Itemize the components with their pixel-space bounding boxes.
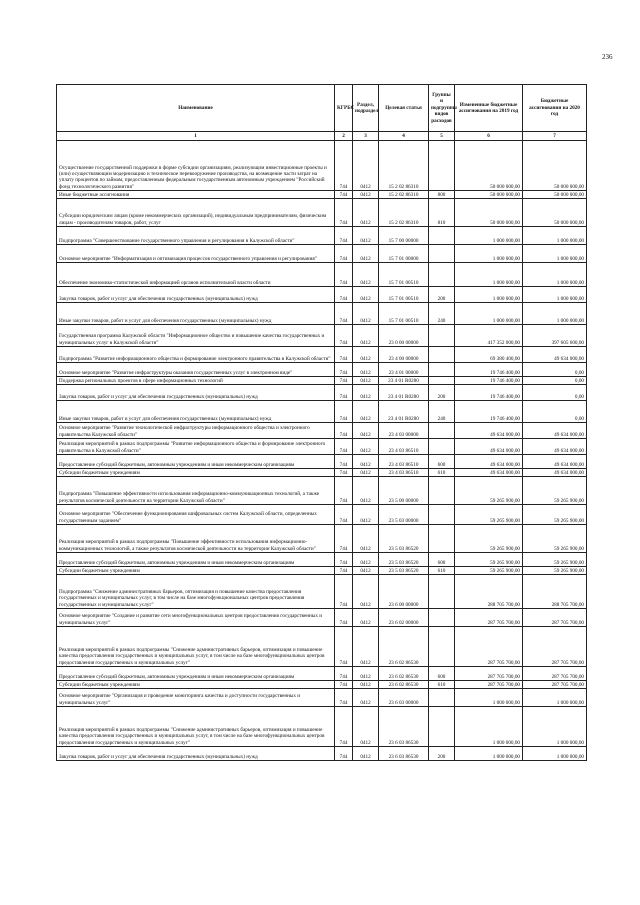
table-row xyxy=(57,363,587,377)
row-section: 0412 xyxy=(353,747,379,761)
row-changed-value: 1 000 000,00 xyxy=(455,227,523,245)
row-name: Иные закупки товаров, работ и услуг для обеспечения государственных (муниципальных) нужд xyxy=(57,401,335,423)
row-budget-value: 59 265 900,00 xyxy=(523,525,587,553)
row-name: Субсидии бюджетным учреждениям xyxy=(57,681,335,689)
row-group: 610 xyxy=(429,681,455,689)
row-kbs: 744 xyxy=(335,747,353,761)
row-budget-value: 49 634 000,00 xyxy=(523,347,587,363)
row-section: 0412 xyxy=(353,707,379,747)
row-article: 15 7 00 00000 xyxy=(379,227,429,245)
row-changed-value: 50 000 000,00 xyxy=(455,191,523,199)
row-article: 23 5 03 86520 xyxy=(379,553,429,567)
row-group xyxy=(429,423,455,439)
table-row xyxy=(57,455,587,469)
row-article: 23 6 00 00000 xyxy=(379,575,429,609)
row-group xyxy=(429,525,455,553)
row-kbs: 744 xyxy=(335,439,353,455)
budget-table xyxy=(56,84,587,761)
table-row xyxy=(57,199,587,227)
row-article: 23 4 03 00000 xyxy=(379,423,429,439)
row-changed-value: 59 265 900,00 xyxy=(455,505,523,525)
row-changed-value: 59 265 900,00 xyxy=(455,525,523,553)
row-name: Основное мероприятие "Информатизация и оптимизация процессов государственного управления и регулирования" xyxy=(57,245,335,263)
row-changed-value: 287 705 700,00 xyxy=(455,681,523,689)
row-changed-value: 50 000 000,00 xyxy=(455,199,523,227)
row-group xyxy=(429,227,455,245)
row-group: 200 xyxy=(429,385,455,401)
row-section: 0412 xyxy=(353,325,379,347)
row-budget-value: 1 000 000,00 xyxy=(523,707,587,747)
row-kbs: 744 xyxy=(335,575,353,609)
header-budget: Бюджетные ассигнования на 2020 год xyxy=(523,85,587,132)
row-budget-value: 288 705 700,00 xyxy=(523,575,587,609)
row-changed-value: 59 265 900,00 xyxy=(455,567,523,575)
row-changed-value: 69 380 400,00 xyxy=(455,347,523,363)
table-row xyxy=(57,707,587,747)
row-budget-value: 49 634 000,00 xyxy=(523,423,587,439)
row-budget-value: 0,00 xyxy=(523,377,587,385)
row-group xyxy=(429,505,455,525)
row-article: 15 7 01 00510 xyxy=(379,287,429,303)
row-kbs: 744 xyxy=(335,401,353,423)
row-budget-value: 287 705 700,00 xyxy=(523,609,587,627)
row-changed-value: 417 352 000,00 xyxy=(455,325,523,347)
row-budget-value: 1 000 000,00 xyxy=(523,303,587,325)
row-kbs: 744 xyxy=(335,363,353,377)
row-changed-value: 50 000 000,00 xyxy=(455,141,523,191)
row-kbs: 744 xyxy=(335,469,353,477)
row-changed-value: 1 000 000,00 xyxy=(455,287,523,303)
row-group: 600 xyxy=(429,553,455,567)
table-row xyxy=(57,627,587,667)
row-kbs: 744 xyxy=(335,303,353,325)
row-budget-value: 287 705 700,00 xyxy=(523,667,587,681)
row-name: Основное мероприятие "Создание и развитие сети многофункциональных центров предоставления государственных и муниципальных услуг" xyxy=(57,609,335,627)
row-name: Подпрограмма "Совершенствование государственного управления и регулирования в Калужской области" xyxy=(57,227,335,245)
table-row xyxy=(57,689,587,707)
row-article: 23 6 02 86530 xyxy=(379,681,429,689)
header-kbs: КГРБС xyxy=(335,85,353,132)
row-group xyxy=(429,377,455,385)
table-row xyxy=(57,263,587,287)
row-article: 23 6 02 00000 xyxy=(379,609,429,627)
row-changed-value: 287 705 700,00 xyxy=(455,627,523,667)
row-name: Реализация мероприятий в рамках подпрограммы "Развитие информационного общества и формирование электронного правительства в Калужской области" xyxy=(57,439,335,455)
row-section: 0412 xyxy=(353,681,379,689)
row-group: 800 xyxy=(429,191,455,199)
row-group xyxy=(429,245,455,263)
row-kbs: 744 xyxy=(335,609,353,627)
table-row xyxy=(57,141,587,191)
row-section: 0412 xyxy=(353,477,379,505)
table-row xyxy=(57,439,587,455)
row-name: Государственная программа Калужской области "Информационное общество и повышение качества государственных и муниципальных услуг в Калужской области" xyxy=(57,325,335,347)
row-section: 0412 xyxy=(353,553,379,567)
row-section: 0412 xyxy=(353,423,379,439)
row-kbs: 744 xyxy=(335,377,353,385)
table-row xyxy=(57,575,587,609)
col-number: 1 xyxy=(57,132,335,141)
row-changed-value: 287 705 700,00 xyxy=(455,609,523,627)
row-article: 23 6 03 86530 xyxy=(379,707,429,747)
header-row xyxy=(57,85,587,132)
row-group xyxy=(429,689,455,707)
table-row xyxy=(57,377,587,385)
row-section: 0412 xyxy=(353,505,379,525)
table-row xyxy=(57,667,587,681)
row-group: 200 xyxy=(429,287,455,303)
row-name: Подпрограмма "Развитие информационного общества и формирование электронного правительства в Калужской области" xyxy=(57,347,335,363)
row-name: Предоставление субсидий бюджетным, автономным учреждениям и иным некоммерческим организациям xyxy=(57,553,335,567)
row-group xyxy=(429,439,455,455)
row-article: 15 7 01 00510 xyxy=(379,263,429,287)
row-article: 15 7 01 00000 xyxy=(379,245,429,263)
row-changed-value: 19 746 400,00 xyxy=(455,401,523,423)
row-kbs: 744 xyxy=(335,567,353,575)
row-section: 0412 xyxy=(353,191,379,199)
column-number-row xyxy=(57,132,587,141)
row-section: 0412 xyxy=(353,525,379,553)
row-budget-value: 0,00 xyxy=(523,363,587,377)
row-changed-value: 49 634 000,00 xyxy=(455,423,523,439)
row-article: 23 4 03 86510 xyxy=(379,455,429,469)
row-budget-value: 49 634 000,00 xyxy=(523,439,587,455)
row-kbs: 744 xyxy=(335,227,353,245)
row-kbs: 744 xyxy=(335,385,353,401)
row-budget-value: 1 000 000,00 xyxy=(523,245,587,263)
row-name: Иные бюджетные ассигнования xyxy=(57,191,335,199)
table-row xyxy=(57,681,587,689)
row-group xyxy=(429,609,455,627)
row-kbs: 744 xyxy=(335,525,353,553)
row-article: 23 4 03 86510 xyxy=(379,469,429,477)
row-budget-value: 0,00 xyxy=(523,401,587,423)
row-changed-value: 1 000 000,00 xyxy=(455,707,523,747)
row-budget-value: 287 705 700,00 xyxy=(523,627,587,667)
row-section: 0412 xyxy=(353,439,379,455)
row-name: Закупка товаров, работ и услуг для обеспечения государственных (муниципальных) нужд xyxy=(57,385,335,401)
table-row xyxy=(57,609,587,627)
row-section: 0412 xyxy=(353,377,379,385)
row-budget-value: 1 000 000,00 xyxy=(523,263,587,287)
row-changed-value: 19 746 400,00 xyxy=(455,385,523,401)
col-number: 2 xyxy=(335,132,353,141)
row-name: Субсидии бюджетным учреждениям xyxy=(57,567,335,575)
row-kbs: 744 xyxy=(335,681,353,689)
table-row xyxy=(57,385,587,401)
row-section: 0412 xyxy=(353,469,379,477)
row-group xyxy=(429,347,455,363)
row-section: 0412 xyxy=(353,385,379,401)
col-number: 4 xyxy=(379,132,429,141)
table-body xyxy=(57,141,587,761)
row-section: 0412 xyxy=(353,667,379,681)
row-group xyxy=(429,141,455,191)
row-article: 23 4 01 R0280 xyxy=(379,385,429,401)
row-group: 600 xyxy=(429,455,455,469)
row-name: Основное мероприятие "Развитие инфраструктуры оказания государственных услуг в электронном виде" xyxy=(57,363,335,377)
table-row xyxy=(57,325,587,347)
row-name: Основное мероприятие "Развитие технологической инфраструктуры информационного общества и электронного правительства Калужской области" xyxy=(57,423,335,439)
row-name: Осуществление государственной поддержки в форме субсидии организациям, реализующим инвестиционные проекты и (или) осуществляющим модернизацию и техническое перевооружение производства, на возмещение части затрат на уплату процентов по займам, предоставленным федеральным государственным автономным учреждением "Российский фонд технологического развития" xyxy=(57,141,335,191)
row-budget-value: 1 000 000,00 xyxy=(523,287,587,303)
row-group xyxy=(429,477,455,505)
row-kbs: 744 xyxy=(335,689,353,707)
row-article: 15 2 02 86310 xyxy=(379,191,429,199)
row-budget-value: 1 000 000,00 xyxy=(523,227,587,245)
table-row xyxy=(57,525,587,553)
header-name: Наименование xyxy=(57,85,335,132)
row-section: 0412 xyxy=(353,199,379,227)
row-name: Закупка товаров, работ и услуг для обеспечения государственных (муниципальных) нужд xyxy=(57,747,335,761)
row-group xyxy=(429,707,455,747)
row-group xyxy=(429,363,455,377)
row-budget-value: 59 265 900,00 xyxy=(523,477,587,505)
row-section: 0412 xyxy=(353,227,379,245)
row-name: Поддержка региональных проектов в сфере информационных технологий xyxy=(57,377,335,385)
row-section: 0412 xyxy=(353,567,379,575)
row-article: 23 4 01 R0280 xyxy=(379,377,429,385)
row-kbs: 744 xyxy=(335,667,353,681)
table-row xyxy=(57,469,587,477)
row-section: 0412 xyxy=(353,689,379,707)
row-name: Основное мероприятие "Обеспечение функционирования шифровальных систем Калужской области, определенных государственным заданием" xyxy=(57,505,335,525)
row-budget-value: 59 265 900,00 xyxy=(523,505,587,525)
row-section: 0412 xyxy=(353,263,379,287)
row-name: Субсидии юридическим лицам (кроме некоммерческих организаций), индивидуальным предпринимателям, физическим лицам - производителям товаров, работ, услуг xyxy=(57,199,335,227)
table-row xyxy=(57,477,587,505)
row-name: Субсидии бюджетным учреждениям xyxy=(57,469,335,477)
row-changed-value: 49 634 000,00 xyxy=(455,439,523,455)
row-kbs: 744 xyxy=(335,287,353,303)
header-changed: Измененные бюджетные ассигнования на 2019 год xyxy=(455,85,523,132)
row-changed-value: 1 000 000,00 xyxy=(455,303,523,325)
row-budget-value: 50 000 000,00 xyxy=(523,199,587,227)
row-kbs: 744 xyxy=(335,477,353,505)
row-section: 0412 xyxy=(353,303,379,325)
row-group: 610 xyxy=(429,469,455,477)
row-budget-value: 287 705 700,00 xyxy=(523,681,587,689)
row-name: Иные закупки товаров, работ и услуг для обеспечения государственных (муниципальных) нужд xyxy=(57,303,335,325)
row-budget-value: 1 000 000,00 xyxy=(523,689,587,707)
row-section: 0412 xyxy=(353,347,379,363)
row-budget-value: 1 000 000,00 xyxy=(523,747,587,761)
row-article: 23 6 03 00000 xyxy=(379,689,429,707)
table-row xyxy=(57,747,587,761)
page-number: 236 xyxy=(602,53,613,61)
row-group: 200 xyxy=(429,747,455,761)
col-number: 3 xyxy=(353,132,379,141)
row-changed-value: 19 746 400,00 xyxy=(455,363,523,377)
row-changed-value: 19 746 400,00 xyxy=(455,377,523,385)
row-kbs: 744 xyxy=(335,325,353,347)
row-group: 810 xyxy=(429,199,455,227)
row-group: 610 xyxy=(429,567,455,575)
row-name: Закупка товаров, работ и услуг для обеспечения государственных (муниципальных) нужд xyxy=(57,287,335,303)
row-budget-value: 397 605 600,00 xyxy=(523,325,587,347)
row-section: 0412 xyxy=(353,245,379,263)
row-kbs: 744 xyxy=(335,199,353,227)
row-group: 240 xyxy=(429,303,455,325)
row-section: 0412 xyxy=(353,363,379,377)
row-kbs: 744 xyxy=(335,141,353,191)
row-changed-value: 59 265 900,00 xyxy=(455,553,523,567)
row-kbs: 744 xyxy=(335,245,353,263)
row-kbs: 744 xyxy=(335,263,353,287)
row-kbs: 744 xyxy=(335,423,353,439)
row-section: 0412 xyxy=(353,627,379,667)
row-name: Предоставление субсидий бюджетным, автономным учреждениям и иным некоммерческим организациям xyxy=(57,455,335,469)
row-kbs: 744 xyxy=(335,505,353,525)
row-budget-value: 0,00 xyxy=(523,385,587,401)
row-budget-value: 49 634 000,00 xyxy=(523,469,587,477)
row-article: 23 6 02 86530 xyxy=(379,627,429,667)
row-article: 23 5 00 00000 xyxy=(379,477,429,505)
row-section: 0412 xyxy=(353,609,379,627)
row-section: 0412 xyxy=(353,455,379,469)
row-group: 600 xyxy=(429,667,455,681)
header-section: Раздел, подраздел xyxy=(353,85,379,132)
row-name: Реализация мероприятий в рамках подпрограммы "Снижение административных барьеров, оптимизация и повышение качества предоставления государственных и муниципальных услуг, в том числе на базе многофункциональных центров предоставления государственных и муниципальных услуг" xyxy=(57,707,335,747)
row-budget-value: 50 000 000,00 xyxy=(523,191,587,199)
row-name: Основное мероприятие "Организация и проведение мониторинга качества и доступности государственных и муниципальных услуг" xyxy=(57,689,335,707)
row-article: 15 7 01 00510 xyxy=(379,303,429,325)
col-number: 6 xyxy=(455,132,523,141)
row-article: 23 4 01 00000 xyxy=(379,363,429,377)
row-name: Подпрограмма "Повышение эффективности использования информационно-коммуникационных технологий, а также результатов космической деятельности на территории Калужской области" xyxy=(57,477,335,505)
row-changed-value: 49 634 000,00 xyxy=(455,455,523,469)
row-group xyxy=(429,263,455,287)
row-budget-value: 49 634 000,00 xyxy=(523,455,587,469)
row-kbs: 744 xyxy=(335,627,353,667)
row-name: Подпрограмма "Снижение административных барьеров, оптимизация и повышение качества предоставления государственных и муниципальных услуг, в том числе на базе многофункциональных центров предоставления государственных и муниципальных услуг" xyxy=(57,575,335,609)
row-name: Предоставление субсидий бюджетным, автономным учреждениям и иным некоммерческим организациям xyxy=(57,667,335,681)
row-changed-value: 1 000 000,00 xyxy=(455,263,523,287)
row-article: 23 6 03 86530 xyxy=(379,747,429,761)
row-name: Реализация мероприятий в рамках подпрограммы "Снижение административных барьеров, оптимизация и повышение качества предоставления государственных и муниципальных услуг, в том числе на базе многофункциональных центров предоставления государственных и муниципальных услуг" xyxy=(57,627,335,667)
row-kbs: 744 xyxy=(335,347,353,363)
col-number: 5 xyxy=(429,132,455,141)
row-changed-value: 1 000 000,00 xyxy=(455,747,523,761)
row-budget-value: 59 265 900,00 xyxy=(523,567,587,575)
header-article: Целевая статья xyxy=(379,85,429,132)
row-changed-value: 288 705 700,00 xyxy=(455,575,523,609)
table-row xyxy=(57,303,587,325)
row-changed-value: 49 634 000,00 xyxy=(455,469,523,477)
row-kbs: 744 xyxy=(335,707,353,747)
row-article: 23 6 02 86530 xyxy=(379,667,429,681)
table-row xyxy=(57,553,587,567)
row-article: 23 4 01 R0280 xyxy=(379,401,429,423)
row-changed-value: 287 705 700,00 xyxy=(455,667,523,681)
row-kbs: 744 xyxy=(335,191,353,199)
table-row xyxy=(57,245,587,263)
row-changed-value: 1 000 000,00 xyxy=(455,689,523,707)
table-row xyxy=(57,423,587,439)
row-article: 23 0 00 00000 xyxy=(379,325,429,347)
table-row xyxy=(57,227,587,245)
row-kbs: 744 xyxy=(335,455,353,469)
row-section: 0412 xyxy=(353,575,379,609)
row-group xyxy=(429,325,455,347)
row-section: 0412 xyxy=(353,287,379,303)
row-article: 23 5 03 86520 xyxy=(379,525,429,553)
row-budget-value: 50 000 000,00 xyxy=(523,141,587,191)
table-row xyxy=(57,401,587,423)
col-number: 7 xyxy=(523,132,587,141)
row-name: Обеспечение экономико-статистической информацией органов исполнительной власти области xyxy=(57,263,335,287)
row-group: 240 xyxy=(429,401,455,423)
row-changed-value: 1 000 000,00 xyxy=(455,245,523,263)
table-row xyxy=(57,191,587,199)
row-name: Реализация мероприятий в рамках подпрограммы "Повышение эффективности использования информационно-коммуникационных технологий, а также результатов космической деятельности на территории Калужской области" xyxy=(57,525,335,553)
row-article: 23 5 03 86520 xyxy=(379,567,429,575)
row-changed-value: 59 265 900,00 xyxy=(455,477,523,505)
row-group xyxy=(429,575,455,609)
row-article: 23 5 03 00000 xyxy=(379,505,429,525)
row-article: 23 4 00 00000 xyxy=(379,347,429,363)
row-group xyxy=(429,627,455,667)
table-row xyxy=(57,567,587,575)
table-row xyxy=(57,347,587,363)
row-budget-value: 59 265 900,00 xyxy=(523,553,587,567)
row-section: 0412 xyxy=(353,401,379,423)
row-article: 15 2 02 86310 xyxy=(379,199,429,227)
table-row xyxy=(57,287,587,303)
row-kbs: 744 xyxy=(335,553,353,567)
row-article: 23 4 03 86510 xyxy=(379,439,429,455)
row-article: 15 2 02 86310 xyxy=(379,141,429,191)
table-row xyxy=(57,505,587,525)
row-section: 0412 xyxy=(353,141,379,191)
header-group: Группы и подгруппы видов расходов xyxy=(429,85,455,132)
